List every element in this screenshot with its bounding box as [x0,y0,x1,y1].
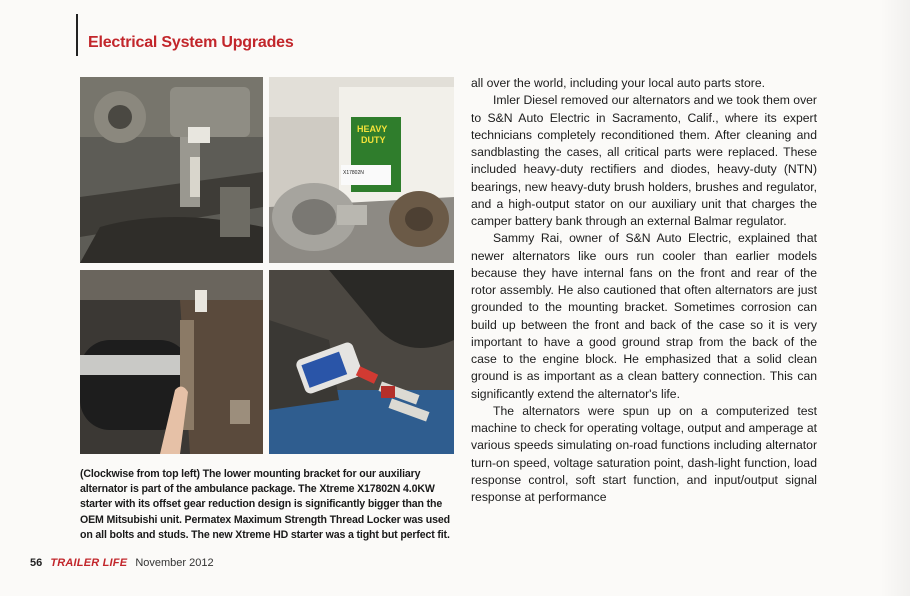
section-title: Electrical System Upgrades [88,34,294,51]
box-part-number: X17802N [343,170,364,176]
page-number: 56 [30,557,43,569]
page-edge-shadow [880,0,910,596]
starter-box-illustration [269,77,454,263]
body-paragraph-2: Imler Diesel removed our alternators and we took them over to S&N Auto Electric in Sacramento, Calif., where its expert technicians completely reconditioned them. After cleaning and sandblasting the cases, all critical parts were replaced. These included heavy-duty rectifiers and diodes, heavy-duty (NTN) bearings, new heavy-duty brush holders, brushes and regulator, and a high-output stator on our auxiliary unit that charges the camper battery bank through an external Balmar regulator. [471,93,817,228]
thread-locker-illustration [269,270,454,454]
body-paragraph-3: Sammy Rai, owner of S&N Auto Electric, explained that newer alternators like ours run cooler than earlier models because they have internal fans on the front and rear of the rotor assembly. He also cautioned that often alternators are just grounded to the mounting bracket. Sometimes corrosion can build up between the front and back of the case so it is very important to have a good ground strap from the back of the case to the engine block. He emphasized that a solid clean ground is as important as a clean battery connection. This can significantly extend the alternator's life. [471,231,817,401]
lower-mounting-bracket-photo [80,77,263,263]
box-text-heavy: HEAVY [357,124,388,134]
engine-bay-illustration [80,77,263,263]
article-body-column [471,75,817,506]
thread-locker-photo [269,270,454,454]
magazine-name: TRAILER LIFE [50,557,128,569]
starter-installed-illustration [80,270,263,454]
body-paragraph-1: all over the world, including your local auto parts store. [471,76,766,90]
issue-date: November 2012 [135,557,214,569]
box-text-duty: DUTY [361,135,386,145]
body-paragraph-4: The alternators were spun up on a computerized test machine to check for operating voltage, output and amperage at various speeds simulating on-road functions including alternator turn-on speed, voltage saturation point, dash-light function, load response control, soft start function, and input/output signal response at performance [471,403,817,504]
photo-caption: (Clockwise from top left) The lower mounting bracket for our auxiliary alternator is part of the ambulance package. The Xtreme X17802N 4.0KW starter with its offset gear reduction design is significantly bigger than the OEM Mitsubishi unit. Permatex Maximum Strength Thread Locker was used on all bolts and studs. The new Xtreme HD starter was a tight but perfect fit. [80,468,450,541]
new-starter-installed-photo [80,270,263,454]
section-rule [76,14,78,56]
xtreme-starter-box-photo [269,77,454,263]
page-footer [30,557,214,569]
